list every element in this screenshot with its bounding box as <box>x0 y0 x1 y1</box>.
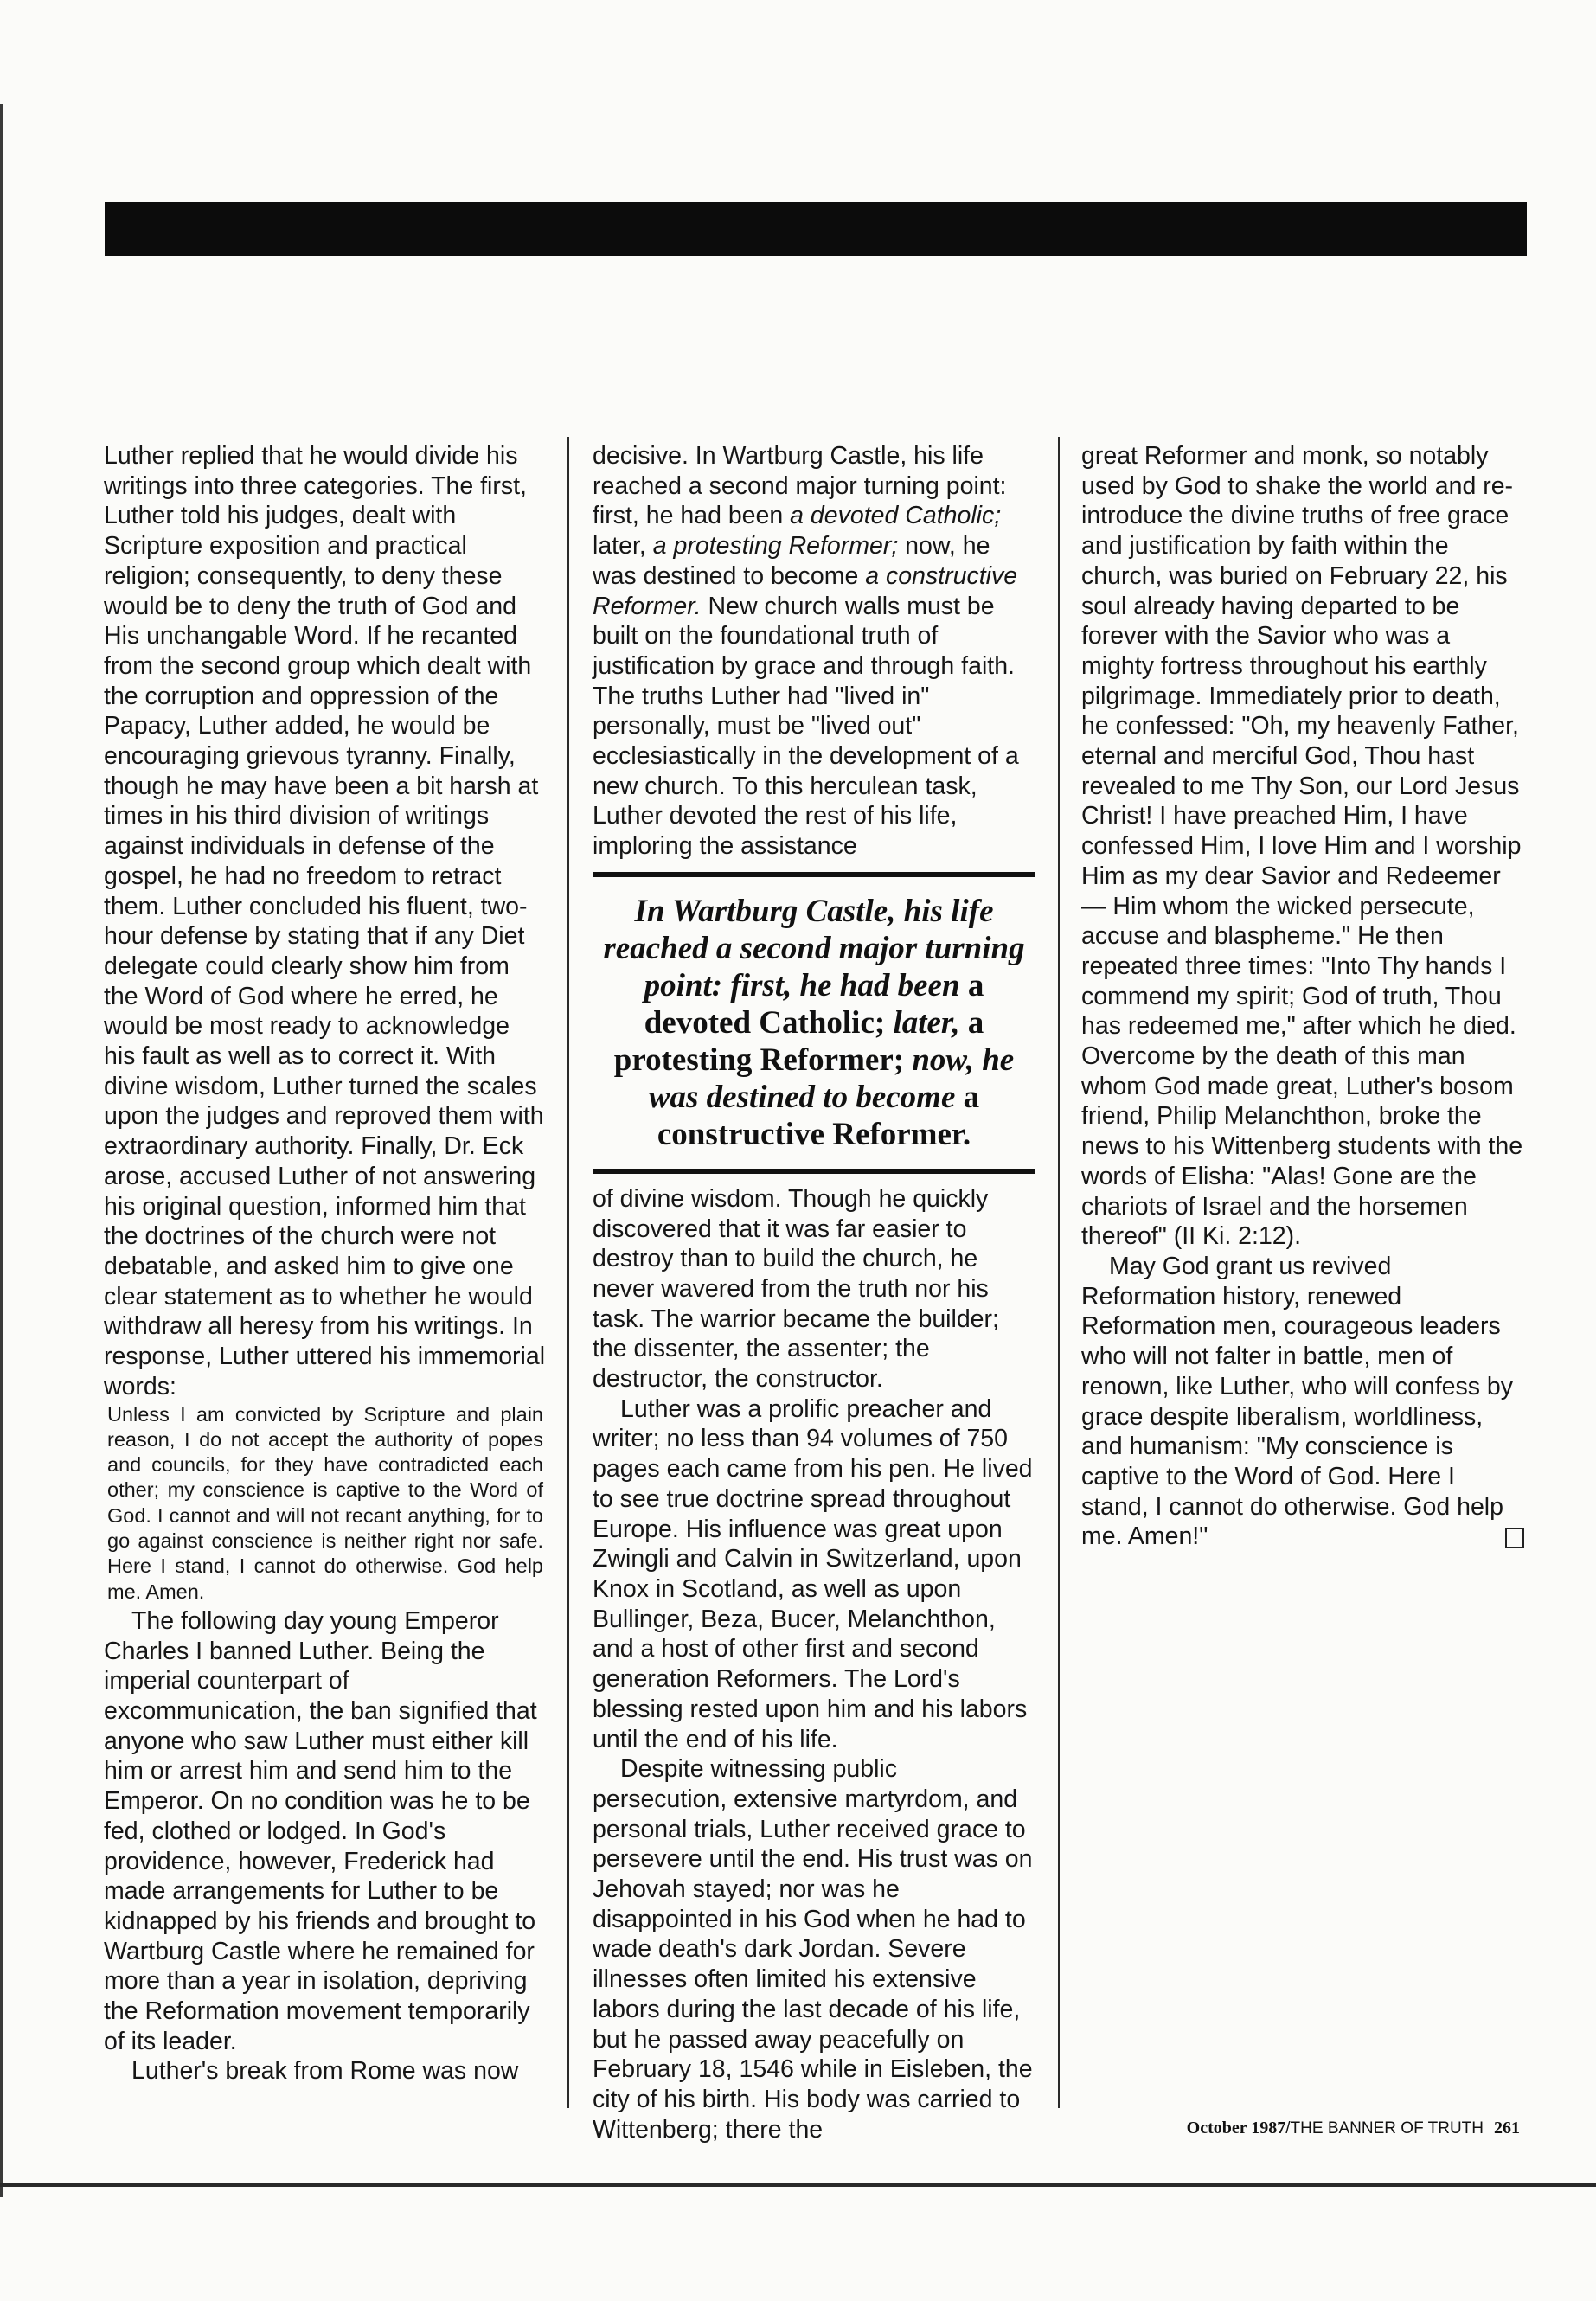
page-footer <box>1187 2118 1520 2139</box>
pull-quote-italic: now, he was destined to become <box>648 1042 1015 1115</box>
column-divider <box>1058 437 1060 2108</box>
scan-bottom-edge <box>0 2183 1596 2187</box>
pull-quote <box>593 872 1035 1174</box>
end-of-article-icon <box>1505 1528 1524 1548</box>
paragraph: Luther replied that he would divide his writings into three categories. The first, Luther told his judges, dealt with Scripture exposition and practical religion; consequently, to deny these would be to deny the truth of God and His unchangable Word. If he recanted from the second group which dealt with the corruption and oppression of the Papacy, Luther added, he would be encouraging grievous tyranny. Finally, though he may have been a bit harsh at times in his third division of writings against individuals in defense of the gospel, he had no freedom to retract them. Luther concluded his fluent, two-hour defense by stating that if any Diet delegate could clearly show him from the Word of God where he erred, he would be most ready to acknowledge his fault as well as to correct it. With divine wisdom, Luther turned the scales upon the judges and reproved them with extraordinary authority. Finally, Dr. Eck arose, accused Luther of not answering his original question, informed him that the doctrines of the church were not debatable, and asked him to give one clear statement as to whether he would withdraw all heresy from his writings. In response, Luther uttered his immemorial words: <box>104 442 546 1400</box>
column-1 <box>104 441 547 2086</box>
paragraph <box>1081 1252 1528 1552</box>
scan-left-edge <box>0 104 3 2197</box>
column-divider <box>567 437 569 2108</box>
italic-run: a protesting Reformer; <box>652 532 899 561</box>
pull-quote-roman: a devoted Catholic; <box>644 967 984 1041</box>
paragraph: The following day young Emperor Charles I banned Luther. Being the imperial counterpart of excommunication, the ban signified that anyone who saw Luther must either kill him or arrest him and send him to the Emperor. On no condition was he to be fed, clothed or lodged. In God's providence, however, Frederick had made arrangements for Luther to be kidnapped by his friends and brought to Wartburg Castle where he remained for more than a year in isolation, depriving the Reformation movement temporarily of its leader. <box>104 1606 537 2055</box>
luther-quote: Unless I am convicted by Scripture and plain reason, I do not accept the authority of popes and councils, for they have contradicted each other; my conscience is captive to the Word of God. I cannot and will not recant anything, for to go against conscience is neither right nor safe. Here I stand, I cannot do otherwise. God help me. Amen. <box>107 1402 543 1603</box>
page-number: 261 <box>1494 2118 1520 2138</box>
column-2 <box>593 441 1035 2144</box>
issue-date: October 1987 <box>1186 2118 1286 2138</box>
pull-quote-roman: a protesting Reformer; <box>613 1004 984 1078</box>
header-bar <box>105 202 1527 256</box>
text-run: May God grant us revived Reformation history, renewed Reformation men, courageous leaders who will not falter in battle, men of renown, like Luther, who will confess by grace despite liberalism, worldliness, and humanism: "My conscience is captive to the Word of God. Here I stand, I cannot do otherwise. God help me. Amen!" <box>1081 1252 1514 1551</box>
publication-name: /THE BANNER OF TRUTH <box>1285 2119 1484 2138</box>
italic-run: a constructive Reformer. <box>593 561 1018 620</box>
text-run: New church walls must be built on the foundational truth of justification by grace and through faith. The truths Luther had "lived in" personally, must be "lived out" ecclesiastically in the development of a new church. To this herculean task, Luther devoted the rest of his life, imploring the assistance <box>593 592 1019 861</box>
paragraph: Luther was a prolific preacher and writer; no less than 94 volumes of 750 pages each came from his pen. He lived to see true doctrine spread throughout Europe. His influence was great upon Zwingli and Calvin in Switzerland, upon Knox in Scotland, as well as upon Bullinger, Beza, Bucer, Melanchthon, and a host of other first and second generation Reformers. The Lord's blessing rested upon him and his labors until the end of his life. <box>593 1394 1033 1753</box>
text-run: decisive. In Wartburg Castle, his life reached a second major turning point: first, he had been <box>593 442 1007 530</box>
text-run: now, he was destined to become <box>593 532 990 590</box>
pull-quote-italic: In Wartburg Castle, his life reached a second major turning point: first, he had been <box>603 893 1025 1003</box>
text-run: later, <box>593 532 653 561</box>
paragraph: Despite witnessing public persecution, extensive martyrdom, and personal trials, Luther received grace to persevere until the end. His trust was on Jehovah stayed; nor was he disappointed in his God when he had to wade death's dark Jordan. Severe illnesses often limited his extensive labors during the last decade of his life, but he passed away peacefully on February 18, 1546 while in Eisleben, the city of his birth. His body was carried to Wittenberg; there the <box>593 1755 1033 2144</box>
paragraph <box>593 441 1035 862</box>
column-3 <box>1081 441 1528 1552</box>
paragraph: Luther's break from Rome was now <box>131 2057 519 2086</box>
pull-quote-italic: later, <box>893 1004 960 1041</box>
paragraph: of divine wisdom. Though he quickly discovered that it was far easier to destroy than to build the church, he never wavered from the truth nor his task. The warrior became the builder; the dissenter, the assenter; the destructor, the constructor. <box>593 1184 999 1394</box>
paragraph: great Reformer and monk, so notably used by God to shake the world and re-introduce the divine truths of free grace and justification by faith within the church, was buried on February 22, his soul already having departed to be forever with the Savior who was a mighty fortress throughout his earthly pilgrimage. Immediately prior to death, he confessed: "Oh, my heavenly Father, eternal and merciful God, Thou hast revealed to me Thy Son, our Lord Jesus Christ! I have preached Him, I have confessed Him, I love Him and I worship Him as my dear Savior and Redeemer — Him whom the wicked persecute, accuse and blaspheme." He then repeated three times: "Into Thy hands I commend my spirit; God of truth, Thou has redeemed me," after which he died. Overcome by the death of this man whom God made great, Luther's bosom friend, Philip Melanchthon, broke the news to his Wittenberg students with the words of Elisha: "Alas! Gone are the chariots of Israel and the horsemen thereof" (II Ki. 2:12). <box>1081 442 1523 1251</box>
italic-run: a devoted Catholic; <box>790 502 1002 530</box>
pull-quote-roman: a constructive Reformer. <box>657 1079 980 1152</box>
